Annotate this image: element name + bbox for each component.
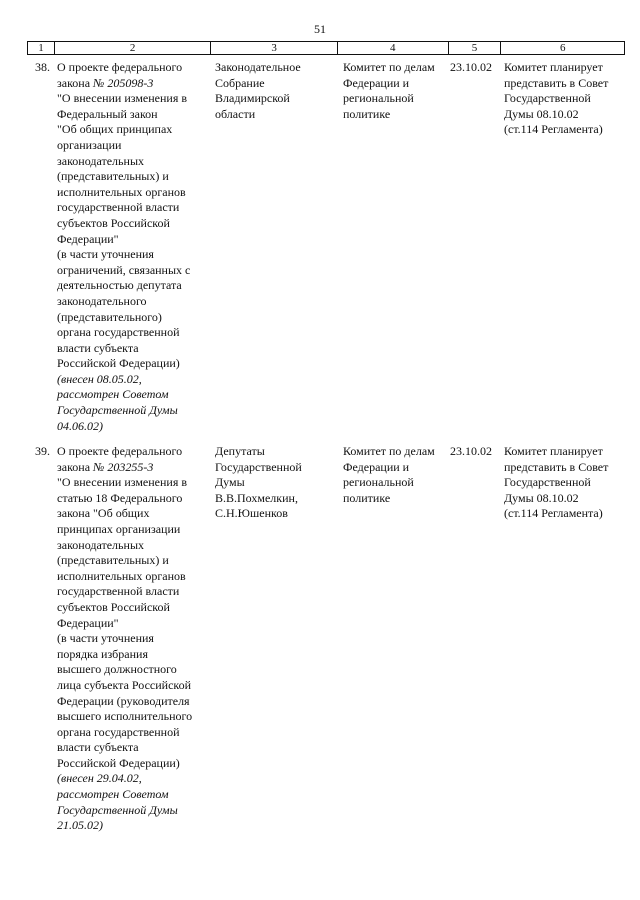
project-line: Российской Федерации) [57, 755, 180, 770]
project-line: (представительных) и [57, 553, 169, 568]
row-number: 39. [35, 444, 50, 458]
project-title-cell [54, 444, 211, 834]
project-line: Федерации" [57, 231, 119, 246]
project-title-cell [54, 60, 211, 434]
project-line: Федеральный закон [57, 106, 158, 121]
committee-line: региональной [343, 475, 414, 490]
status-line: представить в Совет [504, 75, 609, 90]
status-cell [502, 60, 625, 138]
project-line: власти субъекта [57, 340, 139, 355]
status-line: Думы 08.10.02 [504, 106, 579, 121]
project-line: государственной власти [57, 584, 180, 599]
submission-note-line: 21.05.02) [57, 818, 103, 833]
status-line: Государственной [504, 475, 591, 490]
table-header-row [27, 41, 625, 55]
project-line: "О внесении изменения в [57, 475, 188, 490]
initiator-line: Законодательное [215, 60, 301, 74]
committee-line: политике [343, 490, 391, 505]
status-cell [502, 444, 625, 522]
bill-number: № 205098-3 [93, 75, 154, 90]
project-line: законодательного [57, 293, 147, 308]
initiator-line: Собрание [215, 75, 265, 90]
project-line: высшего исполнительного [57, 709, 193, 724]
project-line: высшего должностного [57, 662, 177, 677]
initiator-cell [211, 444, 338, 522]
status-line: Комитет планирует [504, 60, 603, 74]
column-number-2: 2 [55, 42, 211, 54]
committee-line: Комитет по делам [343, 60, 435, 74]
project-line-text: закона [57, 459, 94, 474]
project-line [57, 76, 209, 92]
project-line: ограничений, связанных с [57, 262, 191, 277]
status-line: (ст.114 Регламента) [504, 122, 603, 137]
submission-note-line: (внесен 08.05.02, [57, 371, 142, 386]
initiator-cell [211, 60, 338, 122]
committee-cell [338, 444, 449, 506]
project-line: Федерации (руководителя [57, 693, 190, 708]
column-number-6: 6 [559, 42, 566, 54]
project-line: "О внесении изменения в [57, 91, 188, 106]
committee-line: Федерации и [343, 75, 410, 90]
project-line: принципах организации [57, 521, 181, 536]
project-line: статью 18 Федерального [57, 490, 183, 505]
project-line: О проекте федерального [57, 444, 183, 458]
initiator-line: области [215, 106, 256, 121]
submission-note-line: (внесен 29.04.02, [57, 771, 142, 786]
submission-note-line: 04.06.02) [57, 418, 103, 433]
bill-number: № 203255-3 [93, 459, 154, 474]
project-line: субъектов Российской [57, 599, 170, 614]
committee-line: Комитет по делам [343, 444, 435, 458]
initiator-line: Депутаты [215, 444, 265, 458]
project-line: организации [57, 137, 122, 152]
project-line: власти субъекта [57, 740, 139, 755]
initiator-line: С.Н.Юшенков [215, 506, 288, 521]
committee-line: региональной [343, 91, 414, 106]
submission-note-line: рассмотрен Советом [57, 387, 169, 402]
project-line: субъектов Российской [57, 215, 170, 230]
project-line: (представительных) и [57, 169, 169, 184]
project-line: органа государственной [57, 724, 180, 739]
project-line: (представительного) [57, 309, 162, 324]
project-line: "Об общих принципах [57, 122, 173, 137]
column-number-3: 3 [211, 42, 338, 54]
status-line: Комитет планирует [504, 444, 603, 458]
initiator-line: Государственной [215, 459, 302, 474]
committee-cell [338, 60, 449, 122]
column-number-5: 5 [449, 42, 502, 54]
committee-line: политике [343, 106, 391, 121]
project-line: Российской Федерации) [57, 356, 180, 371]
status-line: (ст.114 Регламента) [504, 506, 603, 521]
project-line: (в части уточнения [57, 631, 154, 646]
submission-note-line: Государственной Думы [57, 802, 178, 817]
project-line: государственной власти [57, 200, 180, 215]
project-line: лица субъекта Российской [57, 677, 192, 692]
project-line: (в части уточнения [57, 247, 154, 262]
submission-note-line: Государственной Думы [57, 403, 178, 418]
project-line: порядка избрания [57, 646, 148, 661]
project-line: органа государственной [57, 325, 180, 340]
project-line [57, 460, 209, 476]
initiator-line: В.В.Похмелкин, [215, 490, 298, 505]
project-line: О проекте федерального [57, 60, 183, 74]
table-row [27, 60, 625, 434]
date-cell: 23.10.02 [450, 444, 492, 458]
date-cell: 23.10.02 [450, 60, 492, 74]
row-number: 38. [35, 60, 50, 74]
project-line: Федерации" [57, 615, 119, 630]
project-line: исполнительных органов [57, 184, 186, 199]
table-row [27, 444, 625, 834]
project-line: деятельностью депутата [57, 278, 182, 293]
project-line: закона "Об общих [57, 506, 150, 521]
submission-note-line: рассмотрен Советом [57, 787, 169, 802]
status-line: представить в Совет [504, 459, 609, 474]
column-number-4: 4 [338, 42, 449, 54]
project-line: исполнительных органов [57, 568, 186, 583]
status-line: Государственной [504, 91, 591, 106]
initiator-line: Владимирской [215, 91, 290, 106]
committee-line: Федерации и [343, 459, 410, 474]
project-line-text: закона [57, 75, 94, 90]
project-line: законодательных [57, 537, 144, 552]
initiator-line: Думы [215, 475, 245, 490]
status-line: Думы 08.10.02 [504, 490, 579, 505]
column-number-1: 1 [28, 42, 55, 54]
project-line: законодательных [57, 153, 144, 168]
page-number: 51 [314, 22, 326, 36]
